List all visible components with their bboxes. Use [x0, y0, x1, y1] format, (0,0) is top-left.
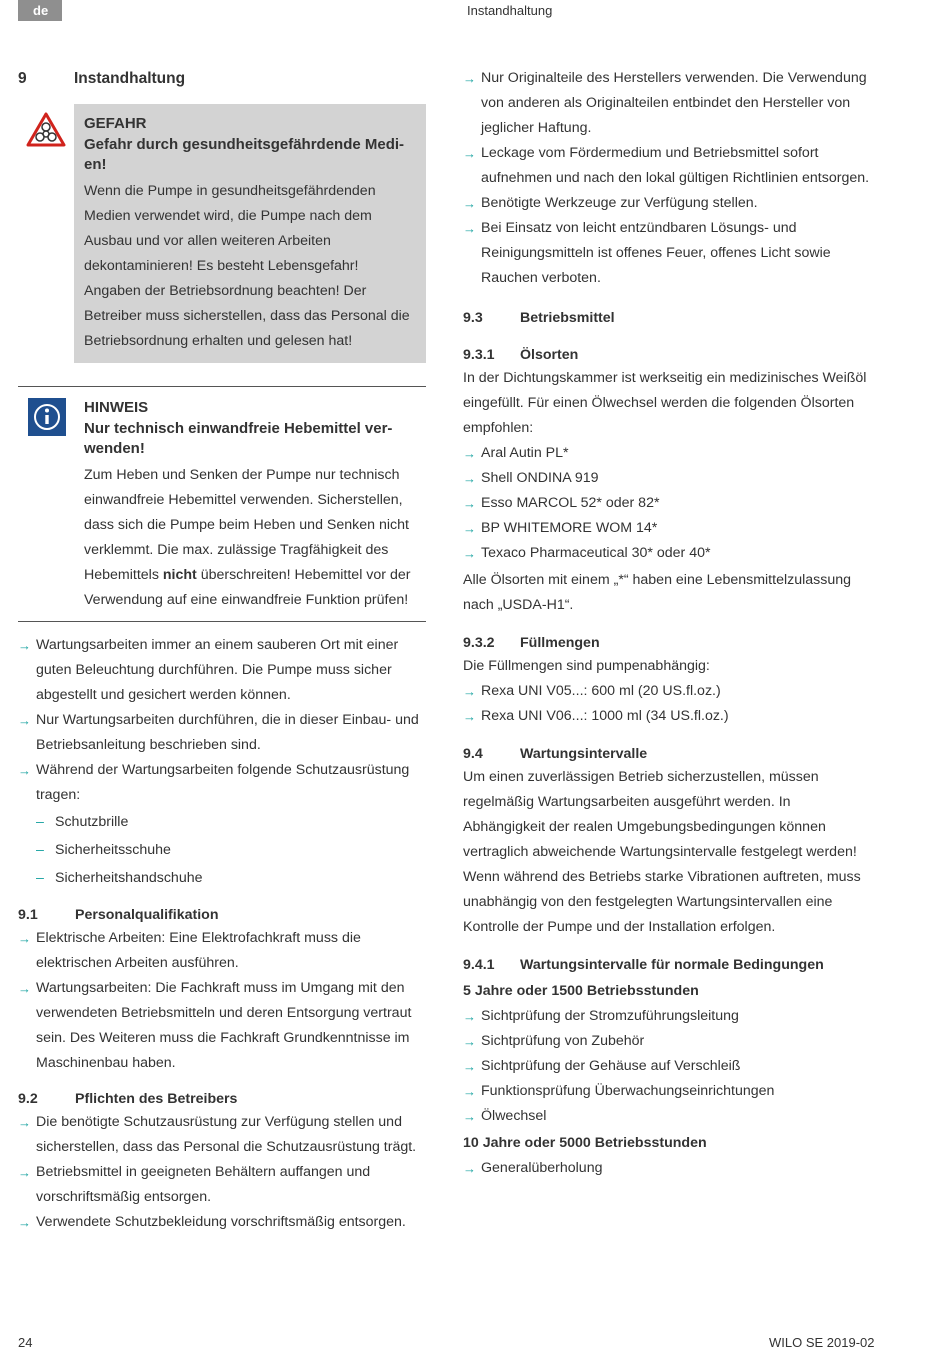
- list-item: → Nur Wartungsarbeiten durchführen, die in dieser Einbau- und Betriebsanleitung beschrieben sind.: [18, 708, 426, 758]
- arrow-icon: →: [463, 146, 476, 161]
- arrow-icon: →: [18, 981, 31, 996]
- list-item: – Sicherheitsschuhe: [36, 842, 171, 858]
- list-item: → Rexa UNI V06...: 1000 ml (34 US.fl.oz.): [463, 704, 873, 729]
- arrow-icon: →: [463, 1034, 476, 1049]
- list-item: → Aral Autin PL*: [463, 441, 873, 466]
- interval-group-2-list: [463, 1156, 873, 1181]
- list-item: → Esso MARCOL 52* oder 82*: [463, 491, 873, 516]
- subsection-heading-9-4: 9.4 Wartungsintervalle: [463, 746, 648, 762]
- interval-group-1-list: [463, 1004, 873, 1129]
- arrow-icon: →: [463, 684, 476, 699]
- arrow-icon: →: [463, 1009, 476, 1024]
- maintenance-intervals-body: Um einen zuverlässigen Betrieb sicherzustellen, müssen regelmäßig Wartungsarbeiten ausgeführt werden. In Abhängigkeit der realen Umgebungsbedingungen können vertraglich abweichende Wartungsintervalle festgelegt werden! Wenn während des Betriebs starke Vibrationen auftreten, muss unabhängig von den festgelegten Wartungsintervallen eine Kontrolle der Pumpe und der Installation erfolgen.: [463, 769, 861, 935]
- notice-body: Zum Heben und Senken der Pumpe nur technisch einwandfreie Hebemittel verwenden. Sicherstellen, dass sich die Pumpe beim Heben und Senken nicht verklemmt. Die max. zulässige Tragfähigkeit des Hebemittels nicht überschreiten! Hebemittel vor der Verwendung auf eine einwandfreie Funktion prüfen!: [84, 467, 411, 608]
- list-item: → Bei Einsatz von leicht entzündbaren Lösungs- und Reinigungsmitteln ist offenes Feuer, offenes Licht sowie Rauchen verboten.: [463, 216, 873, 291]
- left-column: [18, 66, 426, 1235]
- info-icon: [28, 398, 66, 436]
- qualification-list: [18, 926, 426, 1076]
- arrow-icon: →: [463, 1059, 476, 1074]
- section-title: Instandhaltung: [74, 70, 186, 87]
- general-instructions-list: [18, 633, 426, 808]
- list-item: – Sicherheitshandschuhe: [36, 870, 203, 886]
- operator-duties-list-continued: [463, 66, 873, 291]
- fill-intro: Die Füllmengen sind pumpenabhängig:: [463, 658, 710, 674]
- section-number: 9: [18, 70, 27, 87]
- danger-notice: [18, 104, 426, 363]
- list-item: → Die benötigte Schutzausrüstung zur Verfügung stellen und sicherstellen, dass das Personal die Schutzausrüstung trägt.: [18, 1110, 426, 1160]
- arrow-icon: →: [18, 931, 31, 946]
- arrow-icon: →: [463, 1084, 476, 1099]
- arrow-icon: →: [18, 1115, 31, 1130]
- info-notice: [18, 386, 426, 622]
- arrow-icon: →: [18, 713, 31, 728]
- arrow-icon: →: [463, 71, 476, 86]
- danger-signal-word: GEFAHR: [84, 115, 147, 132]
- arrow-icon: →: [463, 521, 476, 536]
- list-item: → BP WHITEMORE WOM 14*: [463, 516, 873, 541]
- list-item: → Wartungsarbeiten immer an einem sauberen Ort mit einer guten Beleuchtung durchführen. Die Pumpe muss sicher abgestellt und gesichert werden können.: [18, 633, 426, 708]
- list-item: → Ölwechsel: [463, 1104, 873, 1129]
- list-item: → Sichtprüfung von Zubehör: [463, 1029, 873, 1054]
- arrow-icon: →: [463, 1109, 476, 1124]
- notice-signal-word: HINWEIS: [84, 399, 149, 416]
- ppe-list: [18, 808, 426, 892]
- oil-note: Alle Ölsorten mit einem „*“ haben eine Lebensmittelzulassung nach „USDA-H1“.: [463, 572, 851, 613]
- arrow-icon: →: [463, 1161, 476, 1176]
- section-heading: [18, 70, 426, 94]
- danger-body: Wenn die Pumpe in gesundheitsgefährdenden Medien verwendet wird, die Pumpe nach dem Ausbau und vor allen weiteren Arbeiten dekontaminieren! Es besteht Lebensgefahr! Angaben der Betriebsordnung beachten! Der Betreiber muss sicherstellen, dass das Personal die Betriebsordnung erhalten und gelesen hat!: [84, 183, 410, 349]
- interval-group-2: 10 Jahre oder 5000 Betriebsstunden: [463, 1135, 707, 1151]
- footer-brand: WILO SE 2019-02: [769, 1335, 875, 1350]
- list-item: – Schutzbrille: [36, 814, 129, 830]
- subsection-heading-9-2: 9.2 Pflichten des Betreibers: [18, 1091, 238, 1107]
- list-item: → Benötigte Werkzeuge zur Verfügung stellen.: [463, 191, 873, 216]
- arrow-icon: →: [463, 446, 476, 461]
- list-item: → Leckage vom Fördermedium und Betriebsmittel sofort aufnehmen und nach den lokal gültigen Richtlinien entsorgen.: [463, 141, 873, 191]
- right-column: [463, 66, 873, 1181]
- page-number: 24: [18, 1335, 33, 1350]
- arrow-icon: →: [463, 496, 476, 511]
- list-item: → Sichtprüfung der Gehäuse auf Verschleiß: [463, 1054, 873, 1079]
- oil-intro: In der Dichtungskammer ist werkseitig ein medizinisches Weißöl eingefüllt. Für einen Ölwechsel werden die folgenden Ölsorten empfohlen:: [463, 370, 867, 436]
- list-item: → Rexa UNI V05...: 600 ml (20 US.fl.oz.): [463, 679, 873, 704]
- arrow-icon: →: [18, 638, 31, 653]
- list-item: → Verwendete Schutzbekleidung vorschriftsmäßig entsorgen.: [18, 1210, 426, 1235]
- subsection-heading-9-3-2: 9.3.2 Füllmengen: [463, 635, 600, 651]
- list-item: → Texaco Pharmaceutical 30* oder 40*: [463, 541, 873, 566]
- list-item: → Shell ONDINA 919: [463, 466, 873, 491]
- notice-title: Nur technisch einwandfreie Hebemittel ver-wenden!: [84, 420, 393, 457]
- interval-group-1: 5 Jahre oder 1500 Betriebsstunden: [463, 983, 699, 999]
- subsection-heading-9-3-1: 9.3.1 Ölsorten: [463, 347, 579, 363]
- operator-duties-list: [18, 1110, 426, 1235]
- arrow-icon: →: [18, 1165, 31, 1180]
- list-item: → Betriebsmittel in geeigneten Behältern auffangen und vorschriftsmäßig entsorgen.: [18, 1160, 426, 1210]
- arrow-icon: →: [463, 709, 476, 724]
- arrow-icon: →: [463, 196, 476, 211]
- subsection-heading-9-3: 9.3 Betriebsmittel: [463, 310, 615, 326]
- biohazard-warning-icon: [26, 112, 66, 148]
- list-item: → Während der Wartungsarbeiten folgende Schutzausrüstung tragen:: [18, 758, 426, 808]
- arrow-icon: →: [18, 1215, 31, 1230]
- running-header: Instandhaltung: [467, 3, 553, 18]
- danger-title: Gefahr durch gesundheitsgefährdende Medi-en!: [84, 136, 405, 173]
- list-item: → Elektrische Arbeiten: Eine Elektrofachkraft muss die elektrischen Arbeiten ausführen.: [18, 926, 426, 976]
- list-item: → Nur Originalteile des Herstellers verwenden. Die Verwendung von anderen als Originalteilen entbindet den Hersteller von jeglicher Haftung.: [463, 66, 873, 141]
- arrow-icon: →: [18, 763, 31, 778]
- oil-types-list: [463, 441, 873, 566]
- arrow-icon: →: [463, 546, 476, 561]
- list-item: → Sichtprüfung der Stromzuführungsleitung: [463, 1004, 873, 1029]
- subsection-heading-9-4-1: 9.4.1 Wartungsintervalle für normale Bedingungen: [463, 957, 824, 973]
- list-item: → Generalüberholung: [463, 1156, 873, 1181]
- arrow-icon: →: [463, 471, 476, 486]
- language-tab: de: [18, 0, 62, 21]
- fill-quantities-list: [463, 679, 873, 729]
- list-item: → Wartungsarbeiten: Die Fachkraft muss im Umgang mit den verwendeten Betriebsmitteln und deren Entsorgung vertraut sein. Des Weiteren muss die Fachkraft Grundkenntnisse im Maschinenbau haben.: [18, 976, 426, 1076]
- subsection-heading-9-1: 9.1 Personalqualifikation: [18, 907, 219, 923]
- list-item: → Funktionsprüfung Überwachungseinrichtungen: [463, 1079, 873, 1104]
- arrow-icon: →: [463, 221, 476, 236]
